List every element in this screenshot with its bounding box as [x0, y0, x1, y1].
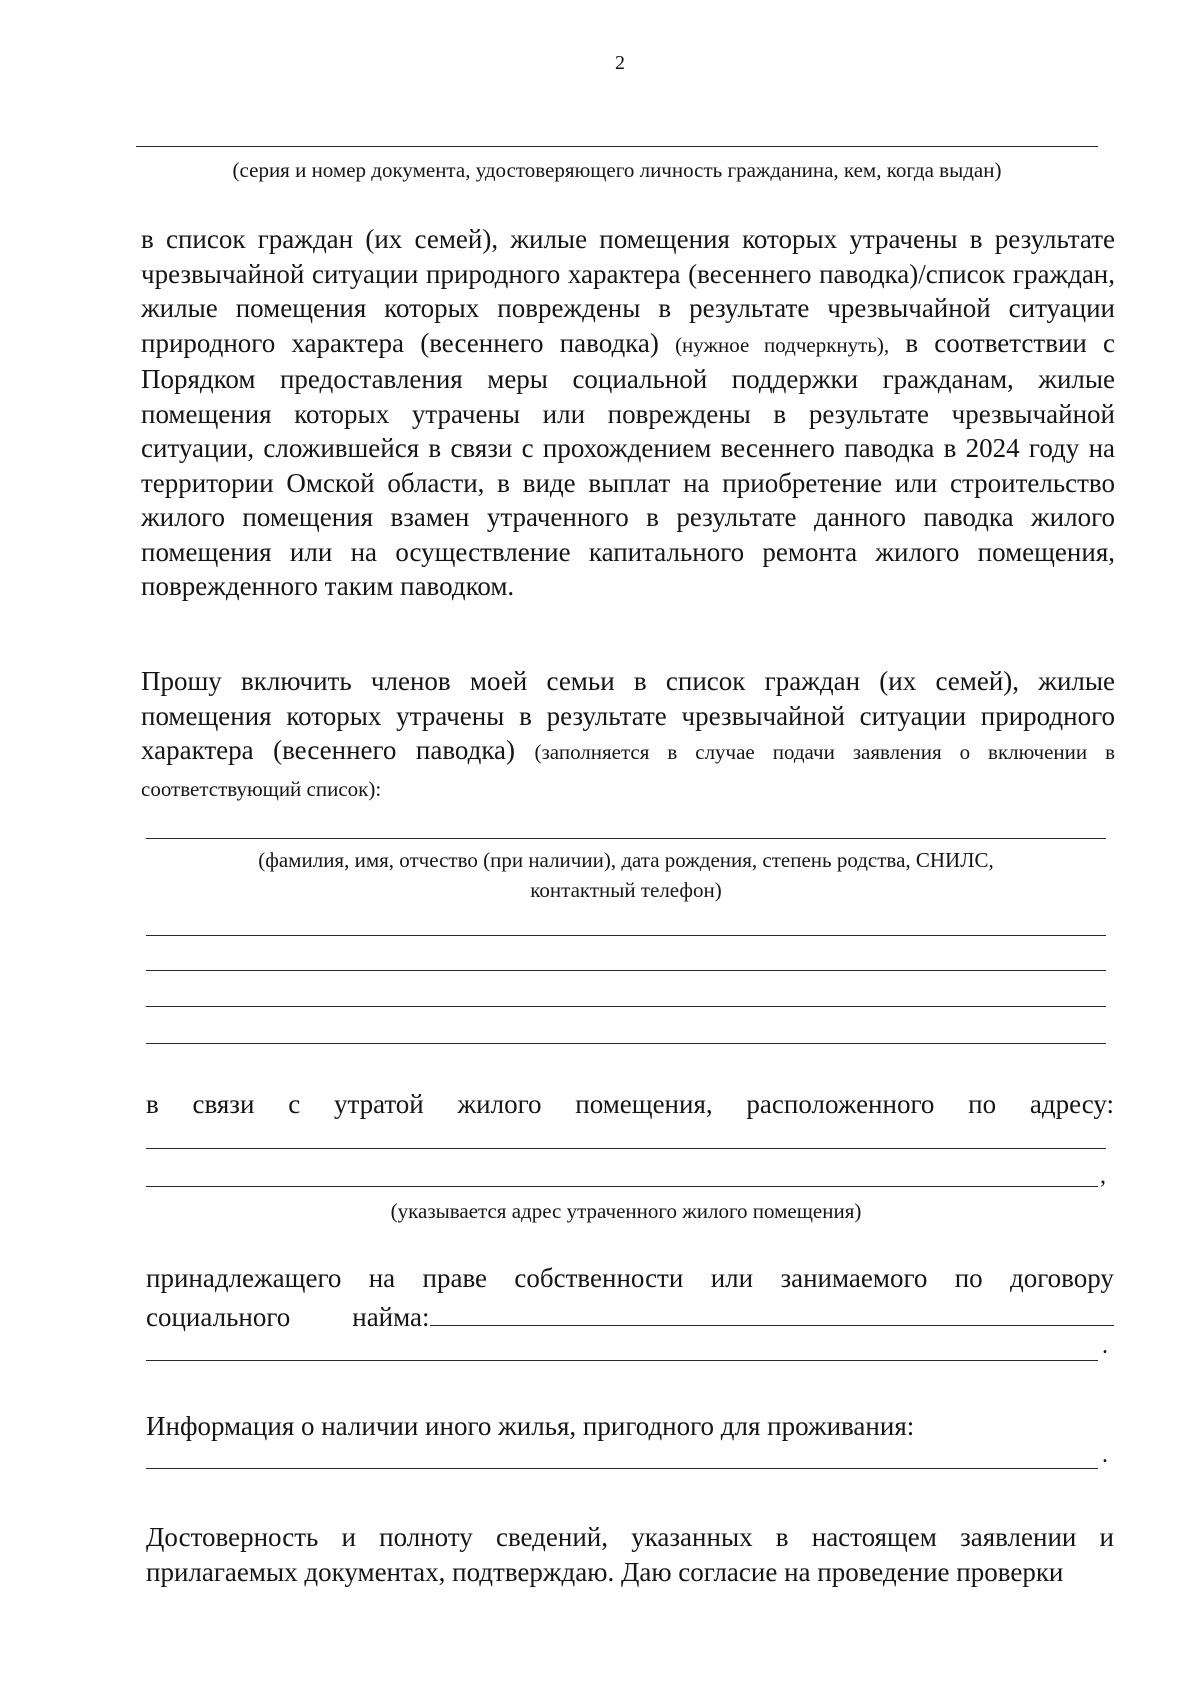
family-member-line-1[interactable]: [146, 838, 1106, 839]
paragraph-1-note: (нужное подчеркнуть),: [675, 332, 890, 357]
other-housing-label: Информация о наличии иного жилья, пригодного для проживания:: [146, 1411, 915, 1441]
ownership-line-2[interactable]: [146, 1360, 1098, 1361]
address-word: жилого: [457, 1089, 542, 1119]
ownership-word: или: [710, 1263, 754, 1293]
family-caption-line-1: (фамилия, имя, отчество (при наличии), дата рождения, степень родства, СНИЛС,: [258, 848, 994, 872]
ownership-word: договору: [1010, 1263, 1114, 1293]
paragraph-2-text: Прошу включить членов моей семьи в список граждан (их семей), жилые помещения которых утрачены в результате чрезвычайной ситуации природного характера (весеннего паводка): [141, 666, 1115, 765]
ownership-word: по: [954, 1263, 983, 1293]
ownership-word: на: [368, 1263, 396, 1293]
address-line-1[interactable]: [146, 1148, 1106, 1149]
ownership-word: занимаемого: [780, 1263, 928, 1293]
family-member-line-4[interactable]: [146, 1006, 1106, 1007]
paragraph-1-text-continued: в соответствии с Порядком предоставления меры социальной поддержки гражданам, жилые помещения которых утрачены или повреждены в результате чрезвычайной ситуации, сложившейся в связи с прохождением весеннего паводка в 2024 году на территории Омской области, в виде выплат на приобретение или строительство жилого помещения взамен утраченного в результате данного паводка жилого помещения или на осуществление капитального ремонта жилого помещения, поврежденного таким паводком.: [141, 327, 1116, 601]
identity-document-caption: (серия и номер документа, удостоверяющего личность гражданина, кем, когда выдан): [232, 158, 1002, 182]
ownership-word: собственности: [514, 1263, 684, 1293]
family-member-line-5[interactable]: [146, 1043, 1106, 1044]
social-rent-word: социального: [146, 1302, 291, 1332]
address-word: по: [968, 1089, 997, 1119]
address-word: помещения,: [575, 1089, 713, 1119]
address-word: расположенного: [746, 1089, 935, 1119]
ownership-period: .: [1102, 1333, 1108, 1359]
rent-agreement-field[interactable]: [430, 1299, 1114, 1326]
ownership-word: праве: [422, 1263, 488, 1293]
address-intro: [146, 1089, 1114, 1120]
paragraph-2-note: (заполняется в случае подачи заявления о включении в соответствующий список):: [141, 740, 1115, 801]
address-word: адресу:: [1029, 1089, 1114, 1119]
address-line-2[interactable]: [146, 1186, 1098, 1187]
address-word: утратой: [333, 1089, 424, 1119]
ownership-intro: [146, 1263, 1114, 1294]
family-caption-line-2: контактный телефон): [530, 878, 722, 902]
family-member-line-2[interactable]: [146, 935, 1106, 936]
address-word: связи: [192, 1089, 255, 1119]
address-comma: ,: [1100, 1163, 1106, 1189]
family-caption: [146, 845, 1106, 905]
address-word: в: [146, 1089, 159, 1119]
other-housing-line[interactable]: [146, 1468, 1098, 1469]
family-member-line-3[interactable]: [146, 970, 1106, 971]
address-caption: (указывается адрес утраченного жилого помещения): [390, 1199, 862, 1223]
paragraph-1-text: в список граждан (их семей), жилые помещения которых утрачены в результате чрезвычайной ситуации природного характера (весеннего паводка)/список граждан, жилые помещения которых повреждены в результате чрезвычайной ситуации природного характера (весеннего паводка): [141, 224, 1115, 358]
social-rent-line: [146, 1299, 1114, 1333]
page-number: 2: [615, 52, 625, 74]
paragraph-family-inclusion: [141, 664, 1115, 806]
paragraph-list-inclusion: [141, 222, 1115, 604]
ownership-word: принадлежащего: [146, 1263, 342, 1293]
address-word: с: [288, 1089, 301, 1119]
identity-document-line[interactable]: [136, 146, 1098, 147]
other-housing-period: .: [1102, 1442, 1108, 1468]
rent-word: найма:: [352, 1302, 430, 1332]
final-paragraph: Достоверность и полноту сведений, указанных в настоящем заявлении и прилагаемых документах, подтверждаю. Даю согласие на проведение проверки: [146, 1522, 1114, 1587]
